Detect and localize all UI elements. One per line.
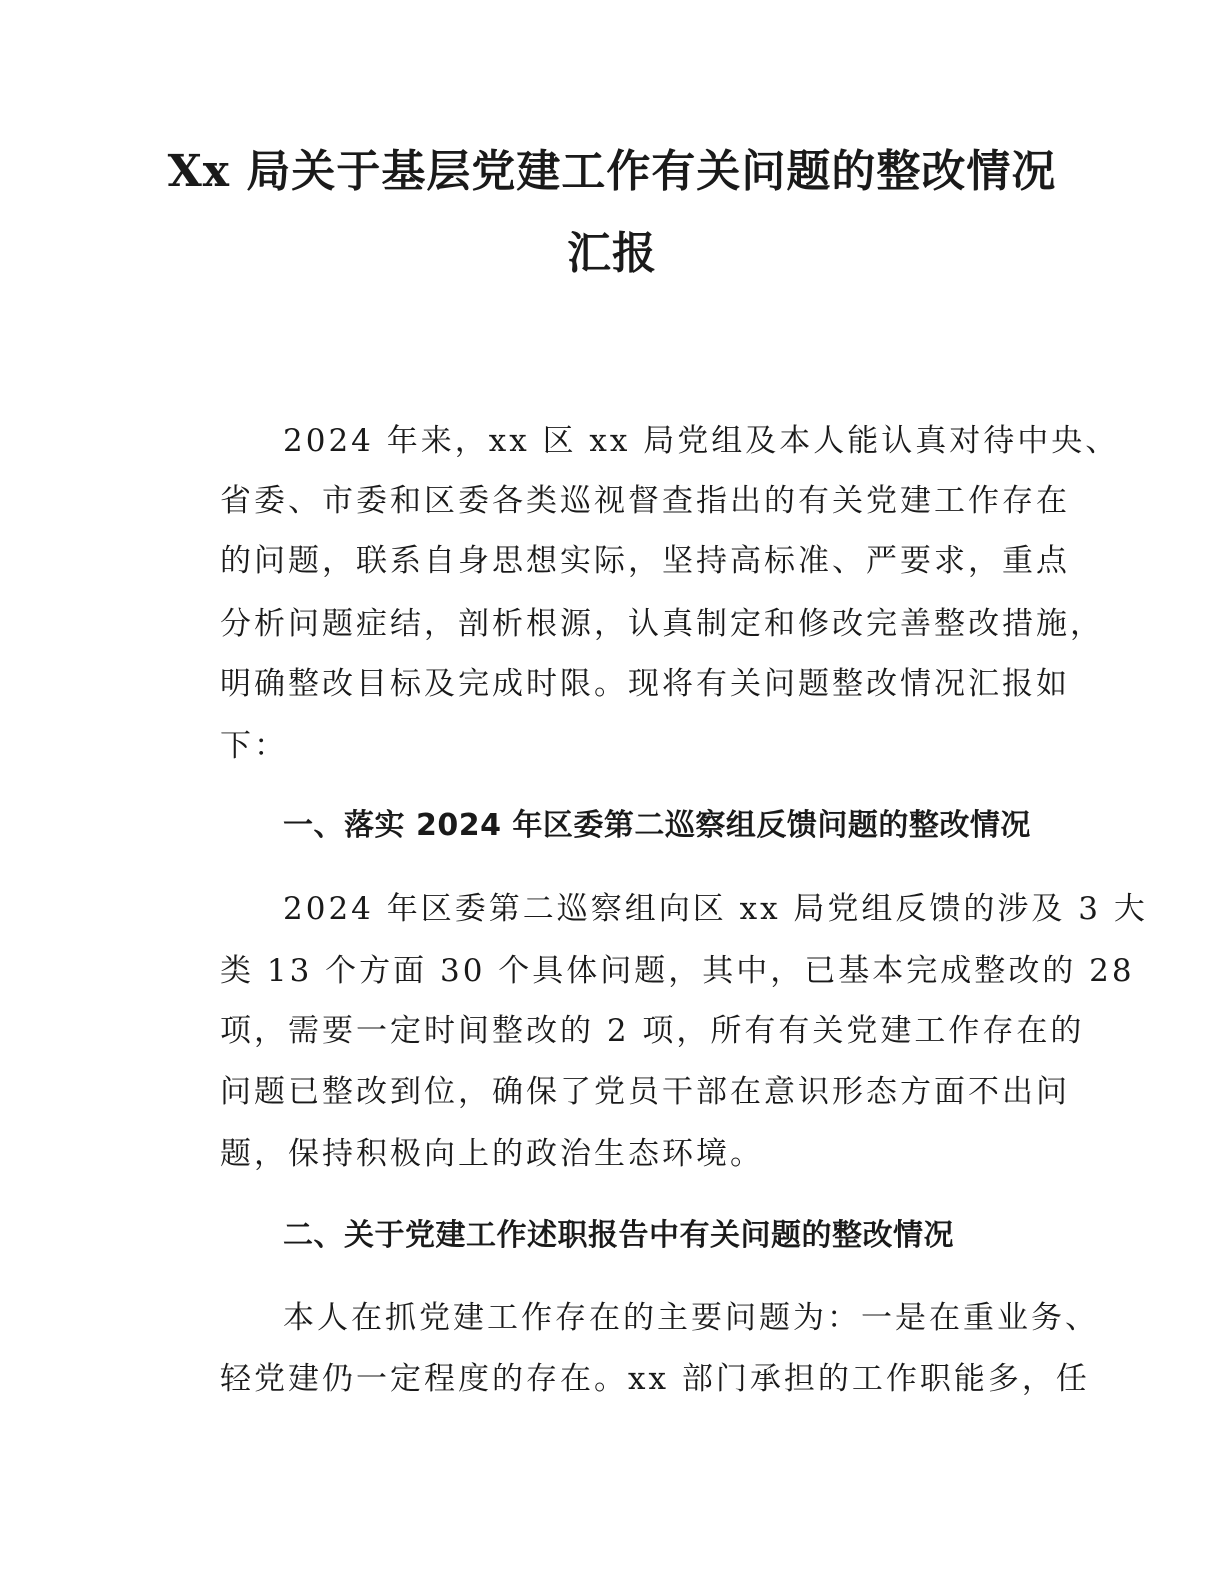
section-1-line-3: 项，需要一定时间整改的 2 项，所有有关党建工作存在的 [220,1013,1085,1049]
section-1-heading: 一、落实 2024 年区委第二巡察组反馈问题的整改情况 [283,808,1031,843]
intro-paragraph-line-6: 下： [220,728,288,764]
section-2-line-1: 本人在抓党建工作存在的主要问题为：一是在重业务、 [283,1300,1099,1336]
section-2-line-2: 轻党建仍一定程度的存在。xx 部门承担的工作职能多，任 [220,1361,1090,1397]
document-title-line-1: Xx 局关于基层党建工作有关问题的整改情况 [167,146,1057,197]
section-1-line-1: 2024 年区委第二巡察组向区 xx 局党组反馈的涉及 3 大 [283,891,1148,927]
section-2-heading: 二、关于党建工作述职报告中有关问题的整改情况 [283,1218,954,1253]
intro-paragraph-line-4: 分析问题症结，剖析根源，认真制定和修改完善整改措施， [220,606,1104,642]
intro-paragraph-line-5: 明确整改目标及完成时限。现将有关问题整改情况汇报如 [220,666,1070,702]
section-1-line-4: 问题已整改到位，确保了党员干部在意识形态方面不出问 [220,1074,1070,1110]
document-title-line-2: 汇报 [567,228,657,279]
intro-paragraph-line-3: 的问题，联系自身思想实际，坚持高标准、严要求，重点 [220,543,1070,579]
intro-paragraph-line-2: 省委、市委和区委各类巡视督查指出的有关党建工作存在 [220,483,1070,519]
section-1-line-2: 类 13 个方面 30 个具体问题，其中，已基本完成整改的 28 [220,953,1135,989]
section-1-line-5: 题，保持积极向上的政治生态环境。 [220,1136,764,1172]
intro-paragraph-line-1: 2024 年来，xx 区 xx 局党组及本人能认真对待中央、 [283,423,1120,459]
